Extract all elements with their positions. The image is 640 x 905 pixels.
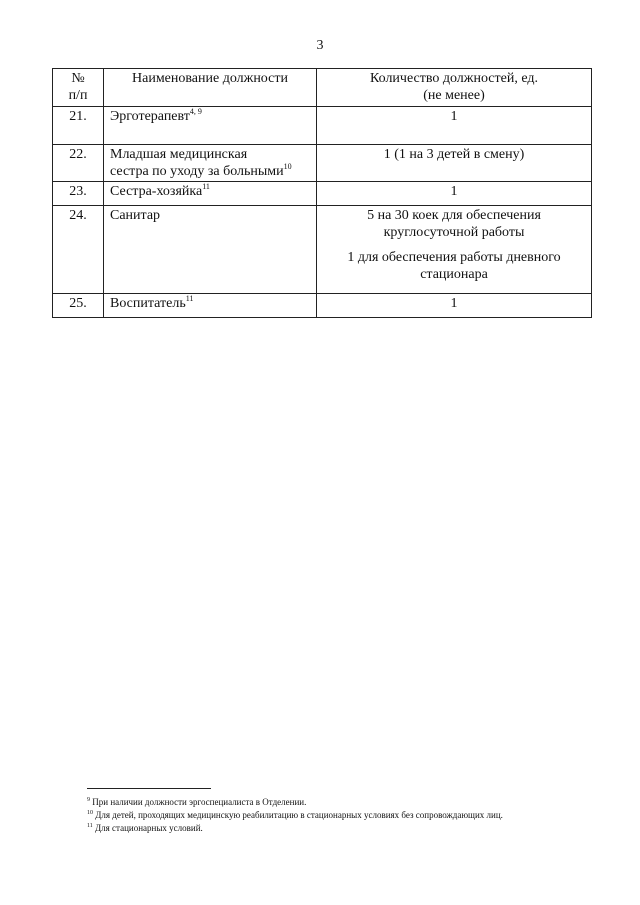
header-number: № п/п: [53, 69, 104, 107]
staffing-table: [52, 68, 592, 318]
footnote-ref: 11: [185, 294, 194, 303]
footnote-divider: [87, 788, 211, 789]
footnote-ref: 10: [283, 162, 292, 171]
row-number: 22.: [53, 145, 104, 182]
row-number: 24.: [53, 206, 104, 294]
position-quantity: 1 (1 на 3 детей в смену): [317, 145, 592, 182]
footnote-ref: 4, 9: [189, 107, 202, 116]
position-quantity: 5 на 30 коек для обеспечения круглосуточной работы 1 для обеспечения работы дневного стационара: [317, 206, 592, 294]
position-name: Младшая медицинская сестра по уходу за больными$^{10}$: [104, 145, 317, 182]
position-name: Сестра-хозяйка$^{11}$: [104, 182, 317, 206]
table-row: [53, 206, 592, 294]
row-number: 25.: [53, 294, 104, 318]
footnote-10: $^{10}$ Для детей, проходящих медицинскую реабилитацию в стационарных условиях без сопровождающих лиц.: [87, 810, 503, 820]
table-row: [53, 107, 592, 145]
table-header-row: [53, 69, 592, 107]
row-number: 23.: [53, 182, 104, 206]
position-quantity: 1: [317, 107, 592, 145]
position-name: Воспитатель$^{11}$: [104, 294, 317, 318]
table-row: [53, 182, 592, 206]
position-quantity: 1: [317, 182, 592, 206]
position-name: Санитар: [104, 206, 317, 294]
position-quantity: 1: [317, 294, 592, 318]
position-name: Эрготерапевт$^{4, 9}$: [104, 107, 317, 145]
page-number: 3: [316, 38, 324, 53]
table-row: [53, 294, 592, 318]
header-position-name: Наименование должности: [104, 69, 317, 107]
header-quantity: Количество должностей, ед. (не менее): [317, 69, 592, 107]
row-number: 21.: [53, 107, 104, 145]
footnote-11: $^{11}$ Для стационарных условий.: [87, 823, 203, 833]
footnote-9: $^9$ При наличии должности эргоспециалиста в Отделении.: [87, 797, 307, 807]
table-row: [53, 145, 592, 182]
footnote-ref: 11: [202, 182, 210, 191]
footnotes: [87, 796, 607, 835]
